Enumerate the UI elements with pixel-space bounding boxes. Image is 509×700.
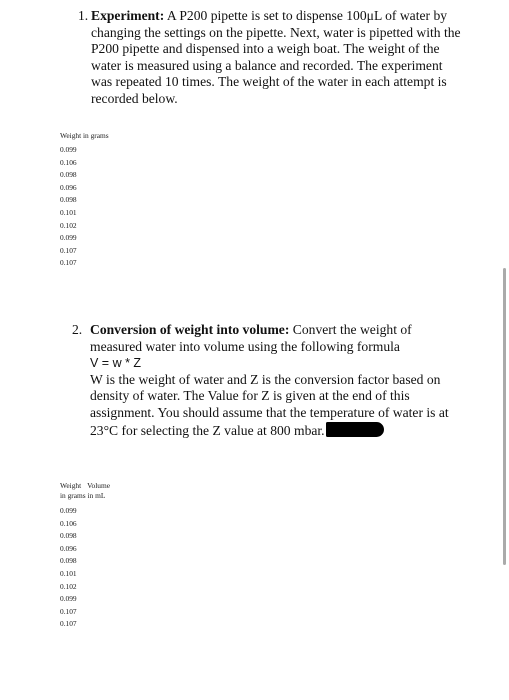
- table-row: 0.107: [60, 258, 77, 268]
- question-1-text: A P200 pipette is set to dispense 100μL of water by changing the settings on the pipette. Next, water is pipetted with the P200 pipette and dispensed into a weigh boat. The weight of the water is measured using a balance and recorded. The experiment was repeated 10 times. The weight of the water in each attempt is recorded below.: [91, 8, 461, 106]
- units-header: in grams in mL: [60, 490, 106, 500]
- table-row: 0.098: [60, 195, 77, 205]
- table-row: 0.101: [60, 568, 77, 578]
- question-2-explanation: W is the weight of water and Z is the conversion factor based on density of water. The Value for Z is given at the end of this assignment. You should assume that the temperature of water is at 23°C for selecting the Z value at 800 mbar.: [90, 371, 449, 438]
- table-row: 0.096: [60, 182, 77, 192]
- volume-column-header: Volume: [87, 481, 111, 490]
- table-row: 0.098: [60, 531, 77, 541]
- redaction-mark: [326, 422, 384, 437]
- question-2-text: Convert the weight of measured water into volume using the following formula: [90, 322, 412, 354]
- table-row: 0.107: [60, 619, 77, 629]
- question-1: [78, 8, 463, 108]
- question-2-body: [72, 322, 457, 439]
- weight-column-header: Weight: [60, 481, 82, 490]
- table-row: 0.107: [60, 245, 77, 255]
- question-2-heading: Conversion of weight into volume:: [90, 322, 290, 337]
- table-row: 0.106: [60, 157, 77, 167]
- table-row: 0.098: [60, 170, 77, 180]
- weight-volume-table: [60, 481, 110, 631]
- table-row: 0.102: [60, 220, 77, 230]
- weight-table-1-header: Weight in grams: [60, 131, 109, 140]
- weight-volume-table-header: [60, 481, 110, 500]
- question-2: [72, 322, 457, 439]
- table-row: 0.099: [60, 145, 77, 154]
- table-row: 0.102: [60, 581, 77, 591]
- table-row: 0.099: [60, 594, 77, 604]
- weight-table-1: [60, 130, 110, 270]
- scrollbar[interactable]: [503, 268, 506, 565]
- table-row: 0.101: [60, 207, 77, 217]
- question-1-heading: Experiment:: [91, 8, 165, 23]
- table-row: 0.099: [60, 233, 77, 243]
- table-row: 0.107: [60, 606, 77, 616]
- question-1-number: 1.: [78, 8, 89, 23]
- question-1-body: [78, 8, 463, 108]
- question-2-number: 2.: [72, 322, 83, 337]
- table-row: 0.096: [60, 543, 77, 553]
- conversion-formula: V = w * Z: [90, 356, 142, 371]
- table-row: 0.106: [60, 518, 77, 528]
- table-row: 0.098: [60, 556, 77, 566]
- table-row: 0.099: [60, 506, 77, 515]
